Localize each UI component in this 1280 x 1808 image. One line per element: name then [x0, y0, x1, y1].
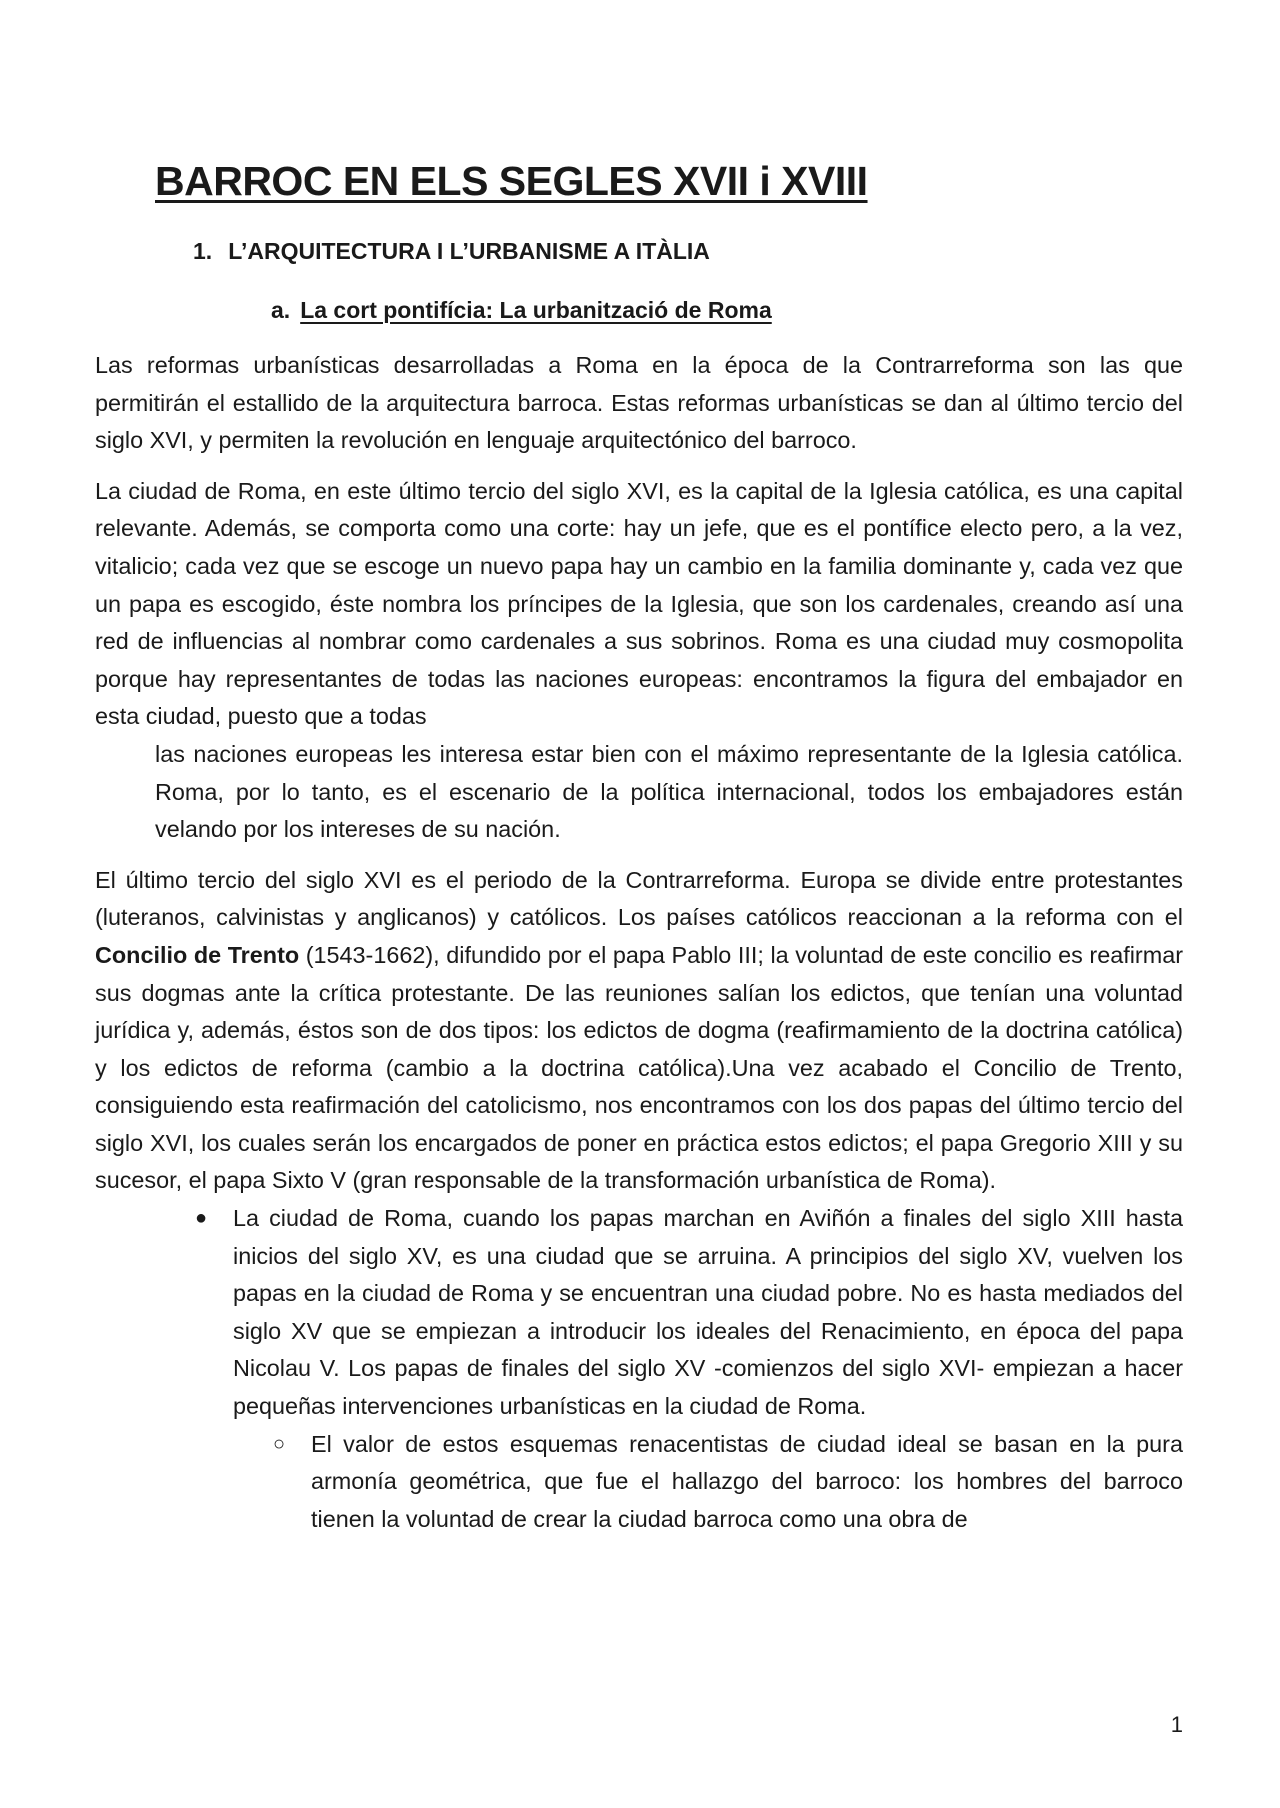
- paragraph-reformas: Las reformas urbanísticas desarrolladas a Roma en la época de la Contrarreforma son las que permitirán el estallido de la arquitectura barroca. Estas reformas urbanísticas se dan al último tercio del siglo XVI, y permiten la revolución en lenguaje arquitectónico del barroco.: [95, 352, 1183, 454]
- subsection-heading: [271, 297, 772, 324]
- paragraph-roma-capital: La ciudad de Roma, en este último tercio del siglo XVI, es la capital de la Iglesia católica, es una capital relevante. Además, se comporta como una corte: hay un jefe, que es el pontífice electo pero, a la vez, vitalicio; cada vez que se escoge un nuevo papa hay un cambio en la familia dominante y, cada vez que un papa es escogido, éste nombra los príncipes de la Iglesia, que son los cardenales, creando así una red de influencias al nombrar como cardenales a sus sobrinos. Roma es una ciudad muy cosmopolita porque hay representantes de todas las naciones europeas: encontramos la figura del embajador en esta ciudad, puesto que a todas: [95, 477, 1183, 730]
- paragraph-roma-capital-indented: las naciones europeas les interesa estar bien con el máximo representante de la Iglesia católica. Roma, por lo tanto, es el escenario de la política internacional, todos los embajadores están velando por los intereses de su nación.: [155, 740, 1183, 843]
- sub-bullet-text: El valor de estos esquemas renacentistas de ciudad ideal se basan en la pura armonía geométrica, que fue el hallazgo del barroco: los hombres del barroco tienen la voluntad de crear la ciudad barroca como una obra de: [311, 1430, 1183, 1532]
- page-number: 1: [1170, 1712, 1183, 1737]
- bullet-marker-icon: ●: [195, 1207, 208, 1230]
- contrarreforma-text-2: (1543-1662), difundido por el papa Pablo III; la voluntad de este concilio es reafirmar sus dogmas ante la crítica protestante. De las reuniones salían los edictos, que tenían una voluntad jurídica y, además, éstos son de dos tipos: los edictos de dogma (reafirmamiento de la doctrina católica) y los edictos de reforma (cambio a la doctrina católica).Una vez acabado el Concilio de Trento, consiguiendo esta reafirmación del catolicismo, nos encontramos con los dos papas del último tercio del siglo XVI, los cuales serán los encargados de poner en práctica estos edictos; el papa Gregorio XIII y su sucesor, el papa Sixto V (gran responsable de la transformación urbanística de Roma).: [95, 941, 1183, 1194]
- sub-list-item: [273, 1426, 1183, 1539]
- section-number: 1.: [193, 238, 213, 264]
- concilio-trento-bold: Concilio de Trento: [95, 941, 300, 968]
- sub-bullet-marker-icon: ○: [273, 1432, 286, 1455]
- document-title: BARROC EN ELS SEGLES XVII i XVIII: [155, 158, 868, 204]
- subsection-title: La cort pontifícia: La urbanització de Roma: [300, 297, 772, 323]
- document-body: [95, 347, 1183, 1538]
- bullet-text: La ciudad de Roma, cuando los papas marchan en Aviñón a finales del siglo XIII hasta inicios del siglo XV, es una ciudad que se arruina. A principios del siglo XV, vuelven los papas en la ciudad de Roma y se encuentran una ciudad pobre. No es hasta mediados del siglo XV que se empiezan a introducir los ideales del Renacimiento, en época del papa Nicolau V. Los papas de finales del siglo XV -comienzos del siglo XVI- empiezan a hacer pequeñas intervenciones urbanísticas en la ciudad de Roma.: [233, 1205, 1183, 1420]
- subsection-letter: a.: [271, 297, 291, 323]
- list-item: [195, 1200, 1183, 1426]
- bullet-list: [95, 1200, 1183, 1538]
- section-title: L’ARQUITECTURA I L’URBANISME A ITÀLIA: [228, 238, 710, 264]
- section-heading: [193, 238, 710, 265]
- contrarreforma-text-1: El último tercio del siglo XVI es el periodo de la Contrarreforma. Europa se divide entre protestantes (luteranos, calvinistas y anglicanos) y católicos. Los países católicos reaccionan a la reforma con el: [95, 866, 1183, 931]
- paragraph-contrarreforma: [95, 862, 1183, 1200]
